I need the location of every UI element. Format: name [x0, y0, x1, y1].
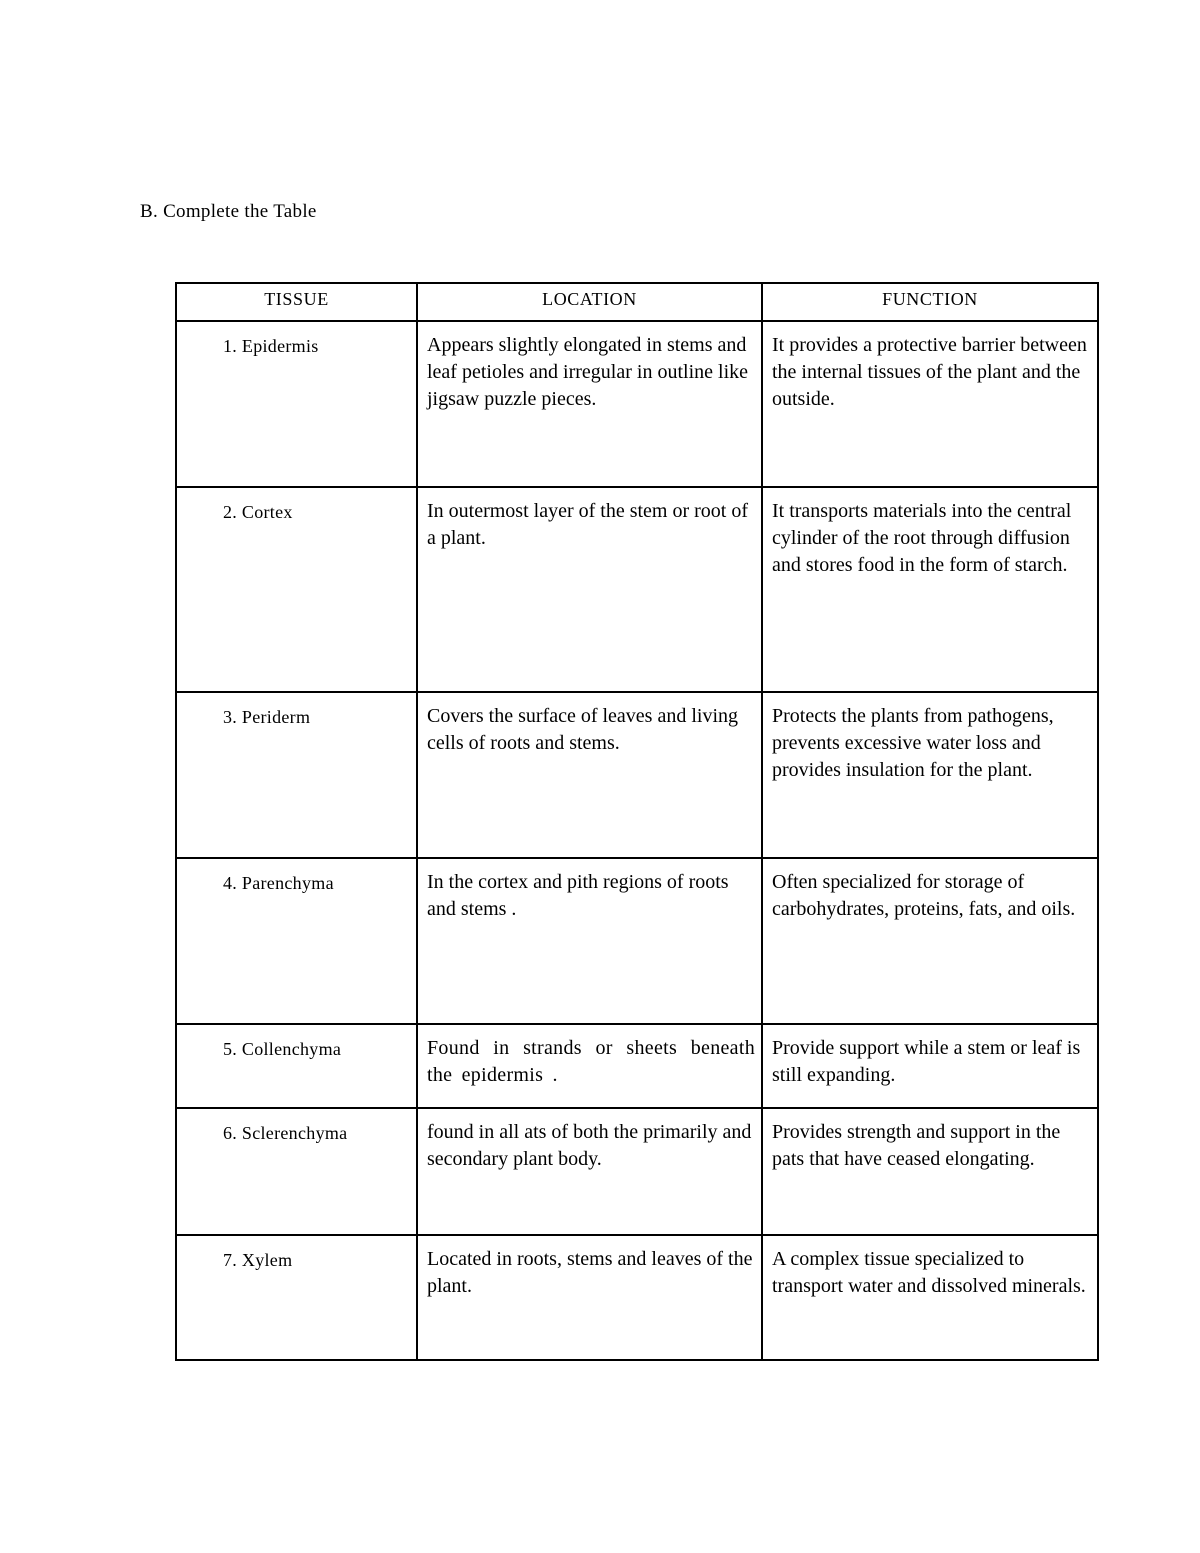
function-cell: A complex tissue specialized to transport water and dissolved minerals. [762, 1235, 1098, 1360]
function-cell: Provide support while a stem or leaf is still expanding. [762, 1024, 1098, 1108]
function-cell: It transports materials into the central cylinder of the root through diffusion and stores food in the form of starch. [762, 487, 1098, 692]
table-row [176, 1235, 1098, 1360]
location-cell: found in all ats of both the primarily and secondary plant body. [417, 1108, 762, 1235]
function-cell: Protects the plants from pathogens, prevents excessive water loss and provides insulation for the plant. [762, 692, 1098, 858]
tissue-cell: 3. Periderm [176, 692, 417, 858]
location-cell: Found in strands or sheets beneath the epidermis . [417, 1024, 762, 1108]
location-cell: Located in roots, stems and leaves of the plant. [417, 1235, 762, 1360]
header-tissue: TISSUE [176, 283, 417, 321]
location-cell: Appears slightly elongated in stems and leaf petioles and irregular in outline like jigsaw puzzle pieces. [417, 321, 762, 487]
table-row [176, 321, 1098, 487]
tissue-cell: 1. Epidermis [176, 321, 417, 487]
section-heading: B. Complete the Table [140, 201, 317, 222]
tissue-cell: 4. Parenchyma [176, 858, 417, 1024]
table-row [176, 1024, 1098, 1108]
table-row [176, 692, 1098, 858]
header-location: LOCATION [417, 283, 762, 321]
tissue-cell: 6. Sclerenchyma [176, 1108, 417, 1235]
table-row [176, 487, 1098, 692]
table-header-row [176, 283, 1098, 321]
location-cell: Covers the surface of leaves and living cells of roots and stems. [417, 692, 762, 858]
function-cell: Often specialized for storage of carbohydrates, proteins, fats, and oils. [762, 858, 1098, 1024]
tissue-table [175, 282, 1099, 1361]
tissue-cell: 5. Collenchyma [176, 1024, 417, 1108]
function-cell: Provides strength and support in the pats that have ceased elongating. [762, 1108, 1098, 1235]
header-function: FUNCTION [762, 283, 1098, 321]
function-cell: It provides a protective barrier between the internal tissues of the plant and the outside. [762, 321, 1098, 487]
location-cell: In outermost layer of the stem or root of a plant. [417, 487, 762, 692]
tissue-cell: 7. Xylem [176, 1235, 417, 1360]
tissue-cell: 2. Cortex [176, 487, 417, 692]
table-row [176, 858, 1098, 1024]
location-cell: In the cortex and pith regions of roots and stems . [417, 858, 762, 1024]
table-row [176, 1108, 1098, 1235]
